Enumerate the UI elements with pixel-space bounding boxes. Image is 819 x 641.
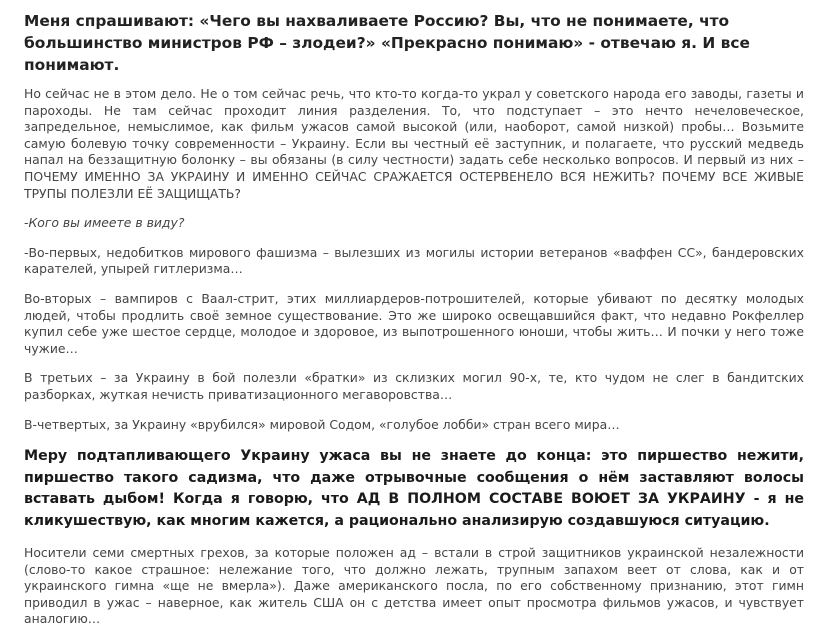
article-lead: Меня спрашивают: «Чего вы нахваливаете Россию? Вы, что не понимаете, что большинство министров РФ – злодеи?» «Прекрасно понимаю» - отвечаю я. И все понимают. [24, 12, 750, 74]
question-paragraph: -Кого вы имеете в виду? [24, 215, 185, 231]
paragraph: Во-вторых – вампиров с Ваал-стрит, этих миллиардеров-потрошителей, которые убивают по десятку молодых людей, чтобы продлить своё земное существование. Это же широко освещавшийся факт, что недавно Рокфеллер купил себе уже шестое сердце, молодое и здоровое, из выпотрошенного юноши, чтобы жить… И почки у него тоже чужие… [24, 290, 804, 356]
article [24, 10, 804, 641]
paragraph: -Во-первых, недобитков мирового фашизма – вылезших из могилы истории ветеранов «ваффен СС», бандеровских карателей, упырей гитлеризма… [24, 244, 804, 277]
paragraph: В-четвертых, за Украину «врубился» мировой Содом, «голубое лобби» стран всего мира… [24, 416, 620, 432]
paragraph: В третьих – за Украину в бой полезли «братки» из склизких могил 90-х, те, кто чудом не слег в бандитских разборках, жуткая нечисть приватизационного мегаворовства… [24, 370, 804, 402]
paragraph: Носители семи смертных грехов, за которые положен ад – встали в строй защитников украинской незалежности (слово-то какое страшное: нележание того, что должно лежать, трупным запахом веет от слова, как и от украинского гимна «ще не вмерла»). Даже американского посла, по его собственному признанию, этот гимн приводил в ужас – наверное, как житель США он с детства имеет опыт просмотра фильмов ужасов, и чувствует аналогию… [24, 545, 804, 627]
emphasis-block: Меру подтапливающего Украину ужаса вы не знаете до конца: это пиршество нежити, пиршество такого садизма, что даже отрывочные сообщения о нём заставляют волосы вставать дыбом! Когда я говорю, что АД В ПОЛНОМ СОСТАВЕ ВОЮЕТ ЗА УКРАИНУ - я не кликушествую, как многим кажется, а рационально анализирую создавшуюся ситуацию. [24, 448, 804, 529]
paragraph: Но сейчас не в этом дело. Не о том сейчас речь, что кто-то когда-то украл у советского народа его заводы, газеты и пароходы. Не там сейчас проходит линия разделения. То, что подступает – это нечто нечеловеческое, запредельное, немыслимое, как фильм ужасов самой высокой (или, наоборот, самой низкой) пробы… Возьмите самую болевую точку современности – Украину. Если вы честный её заступник, и полагаете, что русский медведь напал на беззащитную болонку – вы обязаны (в силу честности) задать себе несколько вопросов. И первый из них – ПОЧЕМУ ИМЕННО ЗА УКРАИНУ И ИМЕННО СЕЙЧАС СРАЖАЕТСЯ ОСТЕРВЕНЕЛО ВСЯ НЕЖИТЬ? ПОЧЕМУ ВСЕ ЖИВЫЕ ТРУПЫ ПОЛЕЗЛИ ЕЁ ЗАЩИЩАТЬ? [24, 86, 804, 201]
